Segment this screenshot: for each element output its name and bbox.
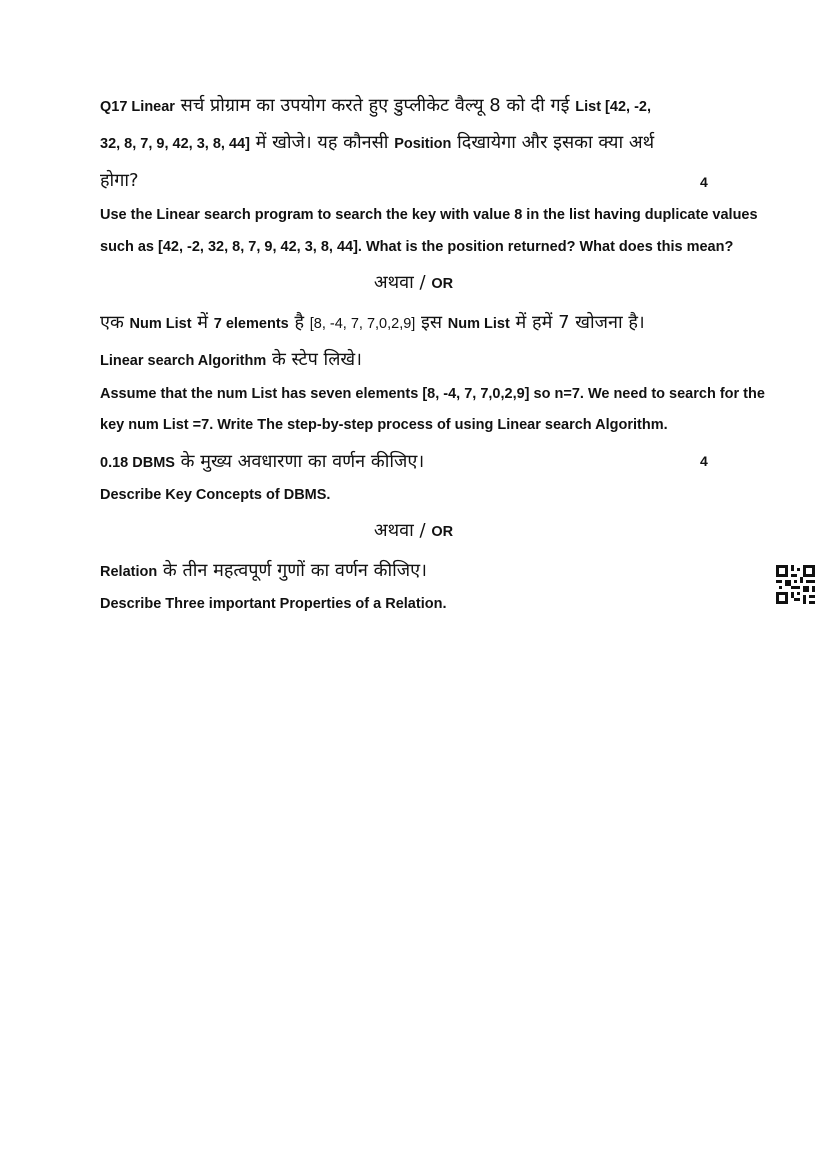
- q17-position-word: Position: [394, 136, 452, 152]
- q18-alt-line-1: [100, 558, 427, 582]
- q17-alt-hindi-3: है: [288, 312, 310, 333]
- q18-alt-hindi: के तीन महत्वपूर्ण गुणों का वर्णन कीजिए।: [157, 560, 427, 581]
- q17-number: Q17 Linear: [100, 99, 175, 115]
- q17-list-values: 32, 8, 7, 9, 42, 3, 8, 44]: [100, 136, 250, 152]
- q17-alt-en-4: Num List: [447, 316, 510, 332]
- q17-hindi-text-2: में खोजे। यह कौनसी: [249, 132, 395, 153]
- or-separator: /: [413, 520, 432, 541]
- q17-line-1: [100, 93, 651, 117]
- q18-marks: 4: [700, 453, 708, 469]
- q17-alt-hindi-2: में: [191, 312, 214, 333]
- q17-line-2: [100, 130, 654, 154]
- q18-or-divider: [0, 518, 827, 542]
- q17-alt-hindi-steps: के स्टेप लिखे।: [266, 349, 362, 370]
- q18-alt-relation: Relation: [100, 564, 158, 580]
- q17-alt-hindi-1: एक: [100, 312, 130, 333]
- q17-alt-en-2: 7 elements: [213, 316, 289, 332]
- q18-hindi-text: के मुख्य अवधारणा का वर्णन कीजिए।: [174, 451, 425, 472]
- q17-alt-line-2: [100, 347, 362, 371]
- q17-list-text: List [42, -2,: [575, 99, 651, 115]
- q17-alt-english-line-1: Assume that the num List has seven elements [8, -4, 7, 7,0,2,9] so n=7. We need to search for the: [100, 386, 765, 402]
- q17-hindi-text-1: सर्च प्रोग्राम का उपयोग करते हुए डुप्लीकेट वैल्यू 8 को दी गई: [174, 95, 576, 116]
- q17-alt-line-1: [100, 310, 645, 334]
- q17-alt-algorithm: Linear search Algorithm: [100, 353, 267, 369]
- q17-alt-en-3: [8, -4, 7, 7,0,2,9]: [309, 316, 416, 332]
- q17-marks: 4: [700, 174, 708, 190]
- q17-alt-english-line-2: key num List =7. Write The step-by-step process of using Linear search Algorithm.: [100, 417, 668, 433]
- q17-english-line-1: Use the Linear search program to search the key with value 8 in the list having duplicate values: [100, 207, 758, 223]
- or-separator: /: [413, 272, 432, 293]
- q18-english: Describe Key Concepts of DBMS.: [100, 487, 331, 503]
- q18-line-1: [100, 449, 424, 473]
- q17-alt-hindi-5: में हमें 7 खोजना है।: [509, 312, 645, 333]
- q17-alt-hindi-4: इस: [415, 312, 448, 333]
- q18-number: 0.18 DBMS: [100, 455, 175, 471]
- or-english: OR: [431, 524, 454, 540]
- q17-line-3: होगा?: [100, 170, 139, 191]
- q17-alt-en-1: Num List: [129, 316, 192, 332]
- q17-hindi-text-3: दिखायेगा और इसका क्या अर्थ: [451, 132, 655, 153]
- qr-code-icon: [776, 565, 815, 604]
- q17-or-divider: [0, 270, 827, 294]
- or-hindi: अथवा: [373, 272, 414, 293]
- q17-english-line-2: such as [42, -2, 32, 8, 7, 9, 42, 3, 8, 44]. What is the position returned? What does this mean?: [100, 239, 734, 255]
- q18-alt-english: Describe Three important Properties of a Relation.: [100, 596, 447, 612]
- or-english: OR: [431, 276, 454, 292]
- or-hindi: अथवा: [373, 520, 414, 541]
